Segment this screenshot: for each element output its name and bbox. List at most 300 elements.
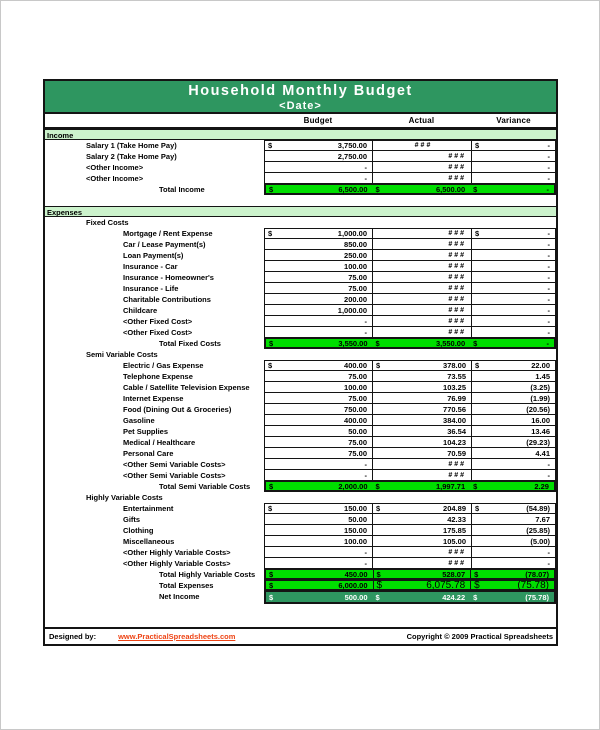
actual-cell [372, 503, 471, 514]
item-row [45, 316, 556, 327]
item-row [45, 437, 556, 448]
cell-value: (78.07) [525, 569, 549, 579]
actual-cell [372, 239, 471, 250]
value-cells [264, 360, 556, 371]
currency-symbol: $ [376, 504, 381, 513]
cell-value: 105.00 [443, 536, 466, 546]
variance-cell [470, 570, 554, 578]
actual-cell [372, 228, 471, 239]
variance-cell [471, 371, 556, 382]
row-label: Loan Payment(s) [123, 251, 184, 260]
budget-cell [264, 437, 372, 448]
item-row [45, 415, 556, 426]
designed-by-label: Designed by: [49, 632, 97, 641]
item-row [45, 448, 556, 459]
currency-symbol: $ [475, 361, 480, 370]
currency-symbol: $ [473, 338, 478, 348]
value-cells [264, 459, 556, 470]
row-label: <Other Highly Variable Costs> [123, 548, 231, 557]
variance-cell [471, 294, 556, 305]
cell-value: ### [448, 548, 466, 556]
item-row [45, 250, 556, 261]
row-label: Miscellaneous [123, 537, 175, 546]
currency-symbol: $ [268, 229, 273, 238]
cell-value: - [547, 239, 550, 249]
row-label: Internet Expense [123, 394, 184, 403]
actual-cell [372, 393, 471, 404]
item-row [45, 371, 556, 382]
variance-cell [471, 404, 556, 415]
footer-row [45, 627, 556, 644]
cell-value: 750.00 [344, 404, 367, 414]
item-row [45, 140, 556, 151]
row-label: Total Highly Variable Costs [159, 570, 256, 579]
item-row [45, 162, 556, 173]
currency-symbol: $ [376, 579, 383, 591]
cell-value: (75.78) [525, 592, 549, 602]
cell-value: 528.07 [442, 569, 466, 579]
cell-value: 73.55 [447, 371, 466, 381]
budget-cell [264, 239, 372, 250]
column-header-variance: Variance [496, 116, 531, 125]
actual-cell [372, 283, 471, 294]
actual-cell [372, 547, 471, 558]
actual-cell [372, 459, 471, 470]
actual-cell [373, 482, 471, 490]
cell-value: 384.00 [443, 415, 466, 425]
cell-value: 3,550.00 [435, 338, 466, 348]
row-label: Personal Care [123, 449, 174, 458]
variance-cell [471, 448, 556, 459]
cell-value: 22.00 [531, 361, 550, 370]
cell-value: 175.85 [443, 525, 466, 535]
currency-symbol: $ [375, 592, 380, 602]
cell-value: - [547, 272, 550, 282]
budget-cell [266, 339, 373, 347]
budget-cell [266, 592, 373, 602]
cell-value: 42.33 [447, 514, 466, 524]
budget-cell [264, 283, 372, 294]
gap-row [45, 195, 556, 206]
cell-value: 850.00 [344, 239, 367, 249]
row-label: Net Income [159, 592, 200, 601]
rows-container [45, 129, 556, 627]
variance-cell [471, 261, 556, 272]
variance-cell [471, 437, 556, 448]
budget-cell [264, 547, 372, 558]
cell-value: (25.85) [526, 525, 550, 535]
cell-value: ### [448, 251, 466, 259]
variance-cell [471, 250, 556, 261]
cell-value: ### [448, 460, 466, 468]
budget-cell [264, 151, 372, 162]
currency-symbol: $ [473, 481, 478, 491]
cell-value: - [547, 173, 550, 183]
total-row [45, 481, 556, 492]
cell-value: 424.22 [442, 592, 466, 602]
value-cells [264, 590, 556, 604]
cell-value: ### [448, 163, 466, 171]
value-cells [264, 272, 556, 283]
row-label: Insurance - Life [123, 284, 179, 293]
item-row [45, 261, 556, 272]
sheet-title: Household Monthly Budget [188, 83, 413, 99]
row-label: Gasoline [123, 416, 155, 425]
cell-value: - [364, 327, 367, 337]
cell-value: ### [448, 152, 466, 160]
currency-symbol: $ [376, 569, 381, 579]
row-label: <Other Income> [86, 163, 144, 172]
variance-cell [471, 514, 556, 525]
cell-value: - [364, 558, 367, 568]
cell-value: - [547, 558, 550, 568]
currency-symbol: $ [474, 579, 480, 591]
currency-symbol: $ [474, 569, 479, 579]
actual-cell [373, 570, 471, 578]
row-label: Medical / Healthcare [123, 438, 196, 447]
value-cells [264, 239, 556, 250]
cell-value: 2,000.00 [338, 481, 368, 491]
row-label: Mortgage / Rent Expense [123, 229, 213, 238]
cell-value: 378.00 [443, 361, 466, 370]
value-cells [264, 525, 556, 536]
budget-cell [264, 514, 372, 525]
value-cells [264, 316, 556, 327]
cell-value: - [547, 151, 550, 161]
cell-value: 75.00 [348, 283, 367, 293]
row-label: Electric / Gas Expense [123, 361, 204, 370]
currency-symbol: $ [375, 184, 380, 194]
budget-sheet [43, 79, 558, 646]
budget-cell [264, 305, 372, 316]
cell-value: ### [448, 273, 466, 281]
variance-cell [471, 525, 556, 536]
cell-value: 76.99 [447, 393, 466, 403]
cell-value: ### [448, 317, 466, 325]
actual-cell [372, 525, 471, 536]
budget-cell [264, 162, 372, 173]
date-placeholder: <Date> [279, 100, 322, 112]
cell-value: 6,500.00 [338, 184, 368, 194]
item-row [45, 360, 556, 371]
row-label: Expenses [47, 208, 83, 216]
item-row [45, 283, 556, 294]
variance-cell [471, 503, 556, 514]
row-label: Salary 1 (Take Home Pay) [86, 141, 177, 150]
currency-symbol: $ [268, 504, 273, 513]
cell-value: 500.00 [344, 592, 368, 602]
row-label: Semi Variable Costs [86, 350, 158, 359]
cell-value: 50.00 [348, 514, 367, 524]
item-row [45, 239, 556, 250]
variance-cell [471, 283, 556, 294]
variance-cell [471, 305, 556, 316]
row-label: Highly Variable Costs [86, 493, 163, 502]
actual-cell [372, 316, 471, 327]
currency-symbol: $ [269, 569, 274, 579]
cell-value: 150.00 [344, 504, 367, 513]
actual-cell [372, 536, 471, 547]
cell-value: 1,000.00 [337, 305, 367, 315]
variance-cell [471, 228, 556, 239]
cell-value: ### [448, 295, 466, 303]
cell-value: 1,997.71 [435, 481, 466, 491]
cell-value: 100.00 [344, 382, 367, 392]
variance-cell [471, 239, 556, 250]
variance-cell [471, 272, 556, 283]
cell-value: - [547, 261, 550, 271]
item-row [45, 547, 556, 558]
cell-value: 100.00 [344, 536, 367, 546]
variance-cell [471, 426, 556, 437]
budget-cell [264, 360, 372, 371]
cell-value: 100.00 [344, 261, 367, 271]
row-label: Total Semi Variable Costs [159, 482, 251, 491]
budget-cell [266, 482, 373, 490]
currency-symbol: $ [473, 592, 478, 602]
actual-cell [372, 360, 471, 371]
budget-cell [266, 581, 373, 589]
cell-value: - [547, 294, 550, 304]
cell-value: 3,750.00 [337, 141, 367, 150]
value-cells [264, 337, 556, 349]
value-cells [264, 294, 556, 305]
row-label: Total Income [159, 185, 205, 194]
value-cells [264, 393, 556, 404]
cell-value: 770.56 [443, 404, 466, 414]
cell-value: 50.00 [348, 426, 367, 436]
variance-cell [470, 482, 554, 490]
cell-value: - [547, 459, 550, 469]
row-label: <Other Semi Variable Costs> [123, 460, 226, 469]
cell-value: - [547, 141, 550, 150]
currency-symbol: $ [268, 361, 273, 370]
item-row [45, 503, 556, 514]
cell-value: 75.00 [348, 371, 367, 381]
value-cells [264, 250, 556, 261]
row-label: Insurance - Car [123, 262, 178, 271]
item-row [45, 305, 556, 316]
value-cells [264, 283, 556, 294]
cell-value: 13.46 [531, 426, 550, 436]
cell-value: - [364, 470, 367, 480]
cell-value: ### [448, 230, 466, 237]
row-label: Telephone Expense [123, 372, 193, 381]
group-row [45, 492, 556, 503]
budget-cell [264, 448, 372, 459]
variance-cell [470, 339, 554, 347]
cell-value: - [364, 459, 367, 469]
cell-value: (54.89) [526, 504, 550, 513]
currency-symbol: $ [269, 592, 274, 602]
row-label: Total Fixed Costs [159, 339, 221, 348]
title-banner [45, 81, 556, 114]
variance-cell [471, 316, 556, 327]
actual-cell [372, 140, 471, 151]
value-cells [264, 426, 556, 437]
currency-symbol: $ [269, 580, 274, 590]
actual-cell [372, 404, 471, 415]
value-cells [264, 228, 556, 239]
column-header-row [45, 114, 556, 129]
cell-value: 75.00 [348, 448, 367, 458]
value-cells [264, 480, 556, 492]
cell-value: 204.89 [443, 504, 466, 513]
budget-cell [266, 185, 373, 193]
section-row [45, 129, 556, 140]
cell-value: - [547, 250, 550, 260]
item-row [45, 294, 556, 305]
variance-cell [470, 581, 554, 589]
variance-cell [471, 459, 556, 470]
variance-cell [471, 140, 556, 151]
item-row [45, 404, 556, 415]
item-row [45, 514, 556, 525]
currency-symbol: $ [475, 229, 480, 238]
actual-cell [372, 426, 471, 437]
cell-value: ### [448, 306, 466, 314]
budget-cell [264, 404, 372, 415]
currency-symbol: $ [268, 141, 273, 150]
cell-value: ### [448, 328, 466, 336]
cell-value: (1.99) [530, 393, 550, 403]
value-cells [264, 151, 556, 162]
row-label: <Other Semi Variable Costs> [123, 471, 226, 480]
budget-cell [264, 536, 372, 547]
actual-cell [372, 437, 471, 448]
row-label: Pet Supplies [123, 427, 169, 436]
value-cells [264, 437, 556, 448]
actual-cell [373, 581, 471, 589]
budget-cell [264, 382, 372, 393]
cell-value: ### [448, 284, 466, 292]
value-cells [264, 162, 556, 173]
row-label: Food (Dining Out & Groceries) [123, 405, 232, 414]
cell-value: - [364, 173, 367, 183]
cell-value: 400.00 [344, 361, 367, 370]
value-cells [264, 448, 556, 459]
value-cells [264, 371, 556, 382]
row-label: Entertainment [123, 504, 174, 513]
practicalspreadsheets-link[interactable]: www.PracticalSpreadsheets.com [118, 632, 236, 641]
actual-cell [372, 305, 471, 316]
cell-value: ### [448, 240, 466, 248]
row-label: Total Expenses [159, 581, 214, 590]
value-cells [264, 140, 556, 151]
budget-cell [264, 272, 372, 283]
currency-symbol: $ [375, 338, 380, 348]
row-label: <Other Fixed Cost> [123, 317, 193, 326]
row-label: Gifts [123, 515, 141, 524]
cell-value: 6,075.78 [426, 579, 466, 591]
cell-value: 150.00 [344, 525, 367, 535]
row-label: <Other Highly Variable Costs> [123, 559, 231, 568]
cell-value: 250.00 [344, 250, 367, 260]
value-cells [264, 404, 556, 415]
actual-cell [372, 151, 471, 162]
row-label: <Other Fixed Cost> [123, 328, 193, 337]
budget-cell [264, 503, 372, 514]
copyright-text: Copyright © 2009 Practical Spreadsheets [406, 632, 553, 641]
budget-cell [264, 525, 372, 536]
cell-value: (5.00) [530, 536, 550, 546]
row-label: Cable / Satellite Television Expense [123, 383, 250, 392]
value-cells [264, 382, 556, 393]
cell-value: - [546, 184, 549, 194]
value-cells [264, 536, 556, 547]
total-row [45, 338, 556, 349]
variance-cell [471, 382, 556, 393]
cell-value: 104.23 [443, 437, 466, 447]
currency-symbol: $ [269, 481, 274, 491]
currency-symbol: $ [473, 184, 478, 194]
actual-cell [372, 261, 471, 272]
value-cells [264, 183, 556, 195]
variance-cell [471, 360, 556, 371]
cell-value: - [547, 305, 550, 315]
value-cells [264, 305, 556, 316]
budget-cell [264, 261, 372, 272]
cell-value: (20.56) [526, 404, 550, 414]
item-row [45, 151, 556, 162]
row-label: Fixed Costs [86, 218, 129, 227]
actual-cell [372, 382, 471, 393]
actual-cell [373, 339, 471, 347]
cell-value: ### [448, 174, 466, 182]
actual-cell [372, 272, 471, 283]
cell-value: - [547, 316, 550, 326]
budget-cell [264, 228, 372, 239]
variance-cell [471, 151, 556, 162]
column-header-actual: Actual [408, 116, 435, 125]
variance-cell [471, 547, 556, 558]
budget-cell [264, 316, 372, 327]
row-label: Insurance - Homeowner's [123, 273, 214, 282]
item-row [45, 536, 556, 547]
currency-symbol: $ [475, 504, 480, 513]
variance-cell [471, 415, 556, 426]
actual-cell [372, 162, 471, 173]
budget-cell [264, 140, 372, 151]
value-cells [264, 547, 556, 558]
cell-value: (3.25) [530, 382, 550, 392]
group-row [45, 349, 556, 360]
cell-value: 75.00 [348, 437, 367, 447]
item-row [45, 426, 556, 437]
section-row [45, 206, 556, 217]
item-row [45, 228, 556, 239]
actual-cell [372, 514, 471, 525]
variance-cell [471, 393, 556, 404]
cell-value: 75.00 [348, 393, 367, 403]
cell-value: 70.59 [447, 448, 466, 458]
actual-cell [373, 592, 471, 602]
variance-cell [471, 162, 556, 173]
value-cells [264, 503, 556, 514]
cell-value: - [546, 338, 549, 348]
cell-value: ### [448, 471, 466, 479]
cell-value: - [547, 470, 550, 480]
value-cells [264, 415, 556, 426]
budget-cell [264, 459, 372, 470]
cell-value: (75.78) [517, 579, 549, 591]
cell-value: 6,000.00 [338, 580, 368, 590]
row-label: Clothing [123, 526, 154, 535]
row-label: Car / Lease Payment(s) [123, 240, 206, 249]
item-row [45, 382, 556, 393]
currency-symbol: $ [269, 184, 274, 194]
actual-cell [372, 294, 471, 305]
